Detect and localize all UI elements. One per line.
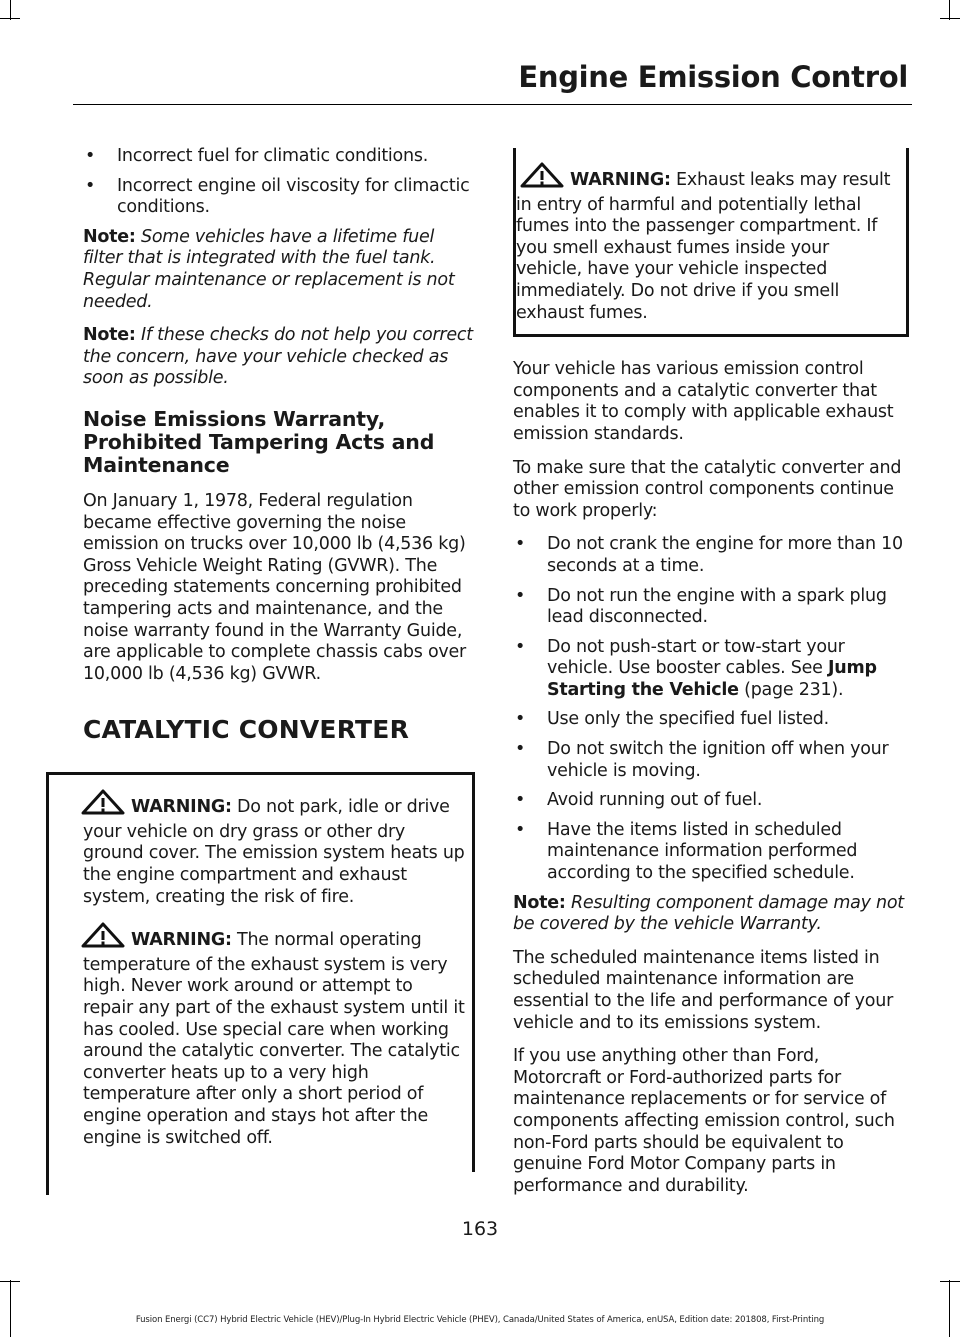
crop-mark <box>940 1281 960 1282</box>
crop-mark <box>940 18 960 19</box>
warning-label: WARNING: <box>131 797 232 818</box>
bullet-text: Do not run the engine with a spark plug lead disconnected. <box>547 585 887 628</box>
paragraph: To make sure that the catalytic converter and other emission control components continue to work properly: <box>513 457 902 521</box>
note <box>83 325 475 390</box>
warning-triangle-icon <box>81 922 125 955</box>
note-text: Some vehicles have a lifetime fuel filter that is integrated with the fuel tank. Regular maintenance or replacement is not needed. <box>83 226 455 312</box>
page-header-title: Engine Emission Control <box>518 60 908 94</box>
page-footer: Fusion Energi (CC7) Hybrid Electric Vehicle (HEV)/Plug-In Hybrid Electric Vehicle (PHEV), Canada/United States of America, enUSA, Edition date: 201808, First-Printing <box>135 1315 825 1325</box>
warning-paragraph <box>516 162 900 324</box>
bullet-text: Incorrect engine oil viscosity for climactic conditions. <box>117 175 470 218</box>
section-heading: Noise Emissions Warranty, Prohibited Tampering Acts and Maintenance <box>83 406 435 477</box>
note-label: Note: <box>83 325 136 346</box>
cross-reference-link[interactable]: Jump Starting the Vehicle <box>547 658 877 700</box>
list-item: • Avoid running out of fuel. <box>515 790 763 811</box>
crop-mark <box>0 1281 20 1282</box>
warning-box-border <box>906 148 909 334</box>
warning-triangle-icon <box>520 162 564 195</box>
warning-box <box>46 772 475 1172</box>
list-item: • Do not crank the engine for more than 10 seconds at a time. <box>515 534 903 576</box>
page-reference: (page 231). <box>744 679 844 700</box>
crop-mark <box>10 1280 11 1337</box>
bullet-text: Use only the specified fuel listed. <box>547 709 829 730</box>
crop-mark <box>10 0 11 20</box>
bullet-list <box>513 534 909 884</box>
list-item: • Use only the specified fuel listed. <box>515 709 829 730</box>
warning-text: Do not park, idle or drive your vehicle on dry grass or other dry ground cover. The emission system heats up the engine compartment and exhaust system, creating the risk of fire. <box>83 797 465 907</box>
header-divider <box>73 104 912 105</box>
warning-label: WARNING: <box>570 170 671 190</box>
list-item: • Incorrect fuel for climatic conditions. <box>85 146 429 166</box>
warning-triangle-icon <box>81 789 125 822</box>
bullet-text: Have the items listed in scheduled maintenance information performed according to the specified schedule. <box>547 819 858 884</box>
paragraph: If you use anything other than Ford, Motorcraft or Ford-authorized parts for maintenance replacements or for service of components affecting emission control, such non-Ford parts should be equivalent to genuine Ford Motor Company parts in performance and durability. <box>513 1046 895 1196</box>
bullet-text: Do not crank the engine for more than 10 seconds at a time. <box>547 534 903 576</box>
crop-mark <box>0 18 20 19</box>
warning-paragraph <box>46 789 466 908</box>
note-label: Note: <box>83 226 136 247</box>
right-column <box>513 148 909 1209</box>
list-item: • Incorrect engine oil viscosity for climactic conditions. <box>85 175 470 218</box>
paragraph: On January 1, 1978, Federal regulation became effective governing the noise emission on trucks over 10,000 lb (4,536 kg) Gross Vehicle Weight Rating (GVWR). The preceding statements concerning prohibited tampering acts and maintenance, and the noise warranty found in the Warranty Guide, are applicable to complete chassis cabs over 10,000 lb (4,536 kg) GVWR. <box>83 490 466 684</box>
chapter-heading: CATALYTIC CONVERTER <box>83 715 410 745</box>
bullet-text: Do not switch the ignition off when your vehicle is moving. <box>547 739 889 781</box>
crop-mark <box>949 1280 950 1337</box>
crop-mark <box>949 0 950 20</box>
note <box>83 227 475 313</box>
page-number: 163 <box>461 1218 499 1240</box>
list-item: • Have the items listed in scheduled maintenance information performed according to the specified schedule. <box>515 819 858 884</box>
warning-box-left-border <box>46 775 49 1195</box>
bullet-text: Avoid running out of fuel. <box>547 790 763 811</box>
note-text: If these checks do not help you correct the concern, have your vehicle checked as soon as possible. <box>83 325 473 389</box>
paragraph: Your vehicle has various emission control components and a catalytic converter that enables it to comply with applicable exhaust emission standards. <box>513 359 894 444</box>
left-column <box>83 146 475 1172</box>
warning-paragraph <box>46 922 466 1149</box>
note-text: Resulting component damage may not be covered by the vehicle Warranty. <box>513 892 904 935</box>
note <box>513 893 909 936</box>
bullet-list <box>83 146 475 219</box>
warning-text: The normal operating temperature of the exhaust system is very high. Never work around or attempt to repair any part of the exhaust system until it has cooled. Use special care when working around the catalytic converter. The catalytic converter heats up to a very high temperature after only a short period of engine operation and stays hot after the engine is switched off. <box>83 930 465 1148</box>
list-item: • Do not switch the ignition off when your vehicle is moving. <box>515 739 889 781</box>
warning-text: Exhaust leaks may result in entry of harmful and potentially lethal fumes into the passenger compartment. If you smell exhaust fumes inside your vehicle, have your vehicle inspected immediately. Do not drive if you smell exhaust fumes. <box>516 170 891 323</box>
warning-label: WARNING: <box>131 930 232 951</box>
bullet-text: Incorrect fuel for climatic conditions. <box>117 146 429 166</box>
list-item: • Do not run the engine with a spark plug lead disconnected. <box>515 585 887 628</box>
bullet-text: Do not push-start or tow-start your vehicle. Use booster cables. See <box>547 636 845 679</box>
list-item: • Do not push-start or tow-start your vehicle. Use booster cables. See Jump Starting the Vehicle (page 231). <box>515 636 877 700</box>
paragraph: The scheduled maintenance items listed in scheduled maintenance information are essential to the life and performance of your vehicle and to its emissions system. <box>513 947 894 1033</box>
note-label: Note: <box>513 892 566 913</box>
warning-box <box>513 148 909 337</box>
